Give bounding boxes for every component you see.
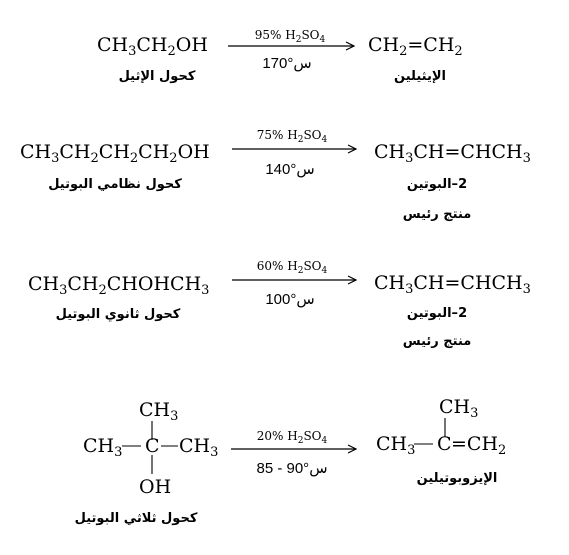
reaction-4-product-right-group: $=CH_2$ xyxy=(451,433,507,458)
reaction-3-arrow xyxy=(232,276,356,284)
reaction-2-product-note: منتج رئيس xyxy=(402,207,472,222)
reaction-1-product-name: الإيثيلين xyxy=(394,69,446,84)
reaction-4-reactant-top-methyl: $CH_3$ xyxy=(139,399,179,424)
reaction-2-arrow xyxy=(232,145,356,153)
reaction-4-acid-condition: 20% $H_2SO_4$ xyxy=(256,429,328,446)
reaction-4-product-name: الإيزوبوتيلين xyxy=(416,471,498,486)
reaction-4-reactant-name: كحول ثلاثي البوتيل xyxy=(74,511,198,526)
reaction-4-reactant-structure xyxy=(83,399,218,498)
reaction-2-acid-condition: 75% $H_2SO_4$ xyxy=(256,128,328,145)
reaction-1-arrow xyxy=(228,42,354,50)
reaction-4-product-left-methyl: $CH_3$ xyxy=(376,433,416,458)
reaction-2-temperature: 140°س xyxy=(265,161,315,178)
reaction-1-temperature: 170°س xyxy=(262,55,312,72)
reaction-2-product-formula: $CH_3CH=CHCH_3$ xyxy=(374,141,531,166)
reaction-2 xyxy=(20,128,531,222)
reaction-3-product-note: منتج رئيس xyxy=(402,334,472,349)
reaction-3-temperature: 100°س xyxy=(265,291,315,308)
reaction-4-product-structure xyxy=(376,396,506,458)
reaction-3-acid-condition: 60% $H_2SO_4$ xyxy=(256,259,328,276)
reaction-4-product-center-carbon: C xyxy=(437,433,452,455)
reaction-3-product-name: 2–البوتين xyxy=(406,306,468,321)
reaction-3-reactant-formula: $CH_3CH_2CHOHCH_3$ xyxy=(28,273,210,298)
reaction-4 xyxy=(75,396,507,526)
reaction-4-temperature: 85 - 90°س xyxy=(256,460,328,477)
reaction-2-reactant-name: كحول نظامي البوتيل xyxy=(48,177,182,192)
reaction-3-product-formula: $CH_3CH=CHCH_3$ xyxy=(374,272,531,297)
reaction-4-product-top-methyl: $CH_3$ xyxy=(439,396,479,421)
reaction-4-reactant-hydroxyl: OH xyxy=(139,476,172,498)
reaction-1-reactant-name: كحول الإثيل xyxy=(118,69,196,84)
reaction-1-reactant-formula: $CH_3CH_2OH$ xyxy=(97,34,208,59)
reaction-1-product-formula: $CH_2=CH_2$ xyxy=(368,34,463,59)
reaction-3-reactant-name: كحول ثانوي البوتيل xyxy=(55,307,181,322)
reaction-2-reactant-formula: $CH_3CH_2CH_2CH_2OH$ xyxy=(20,141,210,166)
reaction-1-acid-condition: 95% $H_2SO_4$ xyxy=(254,28,326,45)
reaction-4-arrow xyxy=(231,445,356,453)
reaction-2-product-name: 2–البوتين xyxy=(406,177,468,192)
reaction-4-reactant-center-carbon: C xyxy=(145,435,160,457)
reaction-1 xyxy=(97,28,463,84)
reaction-4-reactant-right-methyl: $CH_3$ xyxy=(179,435,219,460)
reaction-3 xyxy=(28,259,531,349)
reaction-4-reactant-left-methyl: $CH_3$ xyxy=(83,435,123,460)
